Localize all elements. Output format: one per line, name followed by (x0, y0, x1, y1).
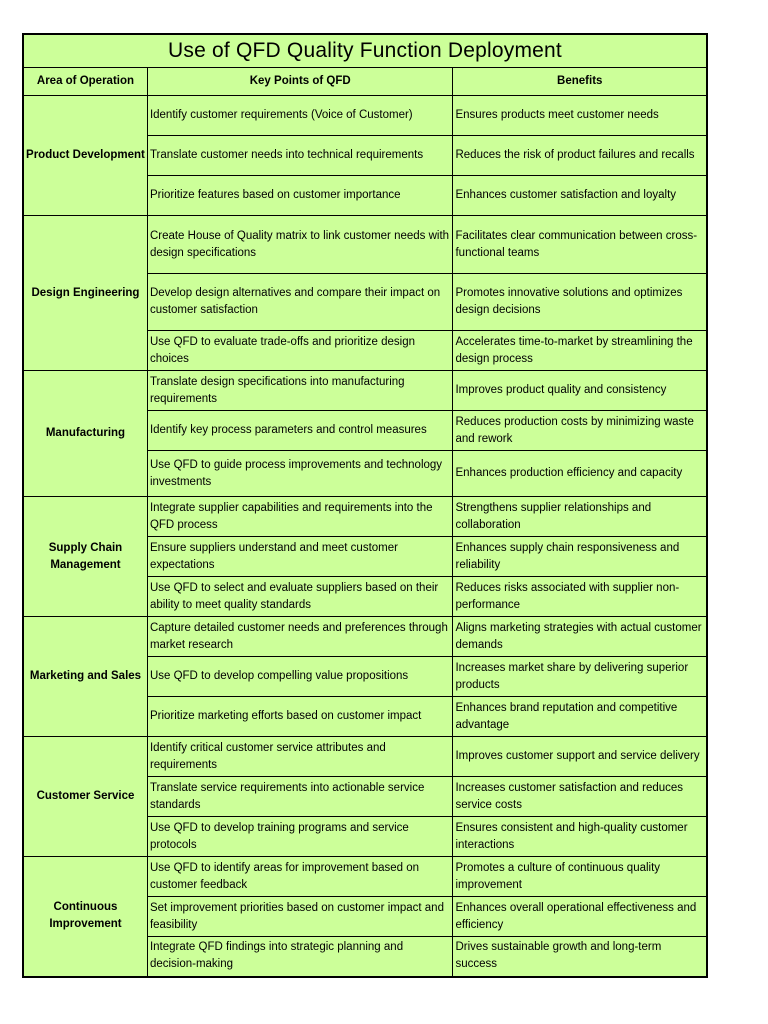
key-point-cell: Use QFD to develop training programs and service protocols (147, 817, 453, 857)
key-point-cell: Integrate QFD findings into strategic planning and decision-making (147, 937, 453, 977)
key-point-cell: Integrate supplier capabilities and requirements into the QFD process (147, 497, 453, 537)
area-of-operation-cell: Marketing and Sales (23, 617, 147, 737)
benefit-cell: Aligns marketing strategies with actual customer demands (453, 617, 707, 657)
key-point-cell: Create House of Quality matrix to link customer needs with design specifications (147, 216, 453, 274)
benefit-cell: Ensures consistent and high-quality customer interactions (453, 817, 707, 857)
area-of-operation-cell: Continuous Improvement (23, 857, 147, 977)
area-of-operation-cell: Design Engineering (23, 216, 147, 371)
benefit-cell: Enhances customer satisfaction and loyalty (453, 176, 707, 216)
benefit-cell: Drives sustainable growth and long-term success (453, 937, 707, 977)
benefit-cell: Enhances overall operational effectiveness and efficiency (453, 897, 707, 937)
benefit-cell: Improves customer support and service delivery (453, 737, 707, 777)
key-point-cell: Prioritize marketing efforts based on customer impact (147, 697, 453, 737)
table-row (23, 216, 707, 274)
area-of-operation-cell: Manufacturing (23, 371, 147, 497)
area-of-operation-cell: Product Development (23, 96, 147, 216)
key-point-cell: Use QFD to select and evaluate suppliers based on their ability to meet quality standards (147, 577, 453, 617)
benefit-cell: Accelerates time-to-market by streamlining the design process (453, 331, 707, 371)
table-row (23, 371, 707, 411)
benefit-cell: Enhances production efficiency and capacity (453, 451, 707, 497)
table-row (23, 96, 707, 136)
column-header-benefits: Benefits (453, 68, 707, 96)
key-point-cell: Translate customer needs into technical requirements (147, 136, 453, 176)
table-title: Use of QFD Quality Function Deployment (23, 34, 707, 68)
table-row (23, 497, 707, 537)
key-point-cell: Set improvement priorities based on customer impact and feasibility (147, 897, 453, 937)
key-point-cell: Translate design specifications into manufacturing requirements (147, 371, 453, 411)
key-point-cell: Identify key process parameters and control measures (147, 411, 453, 451)
key-point-cell: Develop design alternatives and compare their impact on customer satisfaction (147, 274, 453, 331)
area-of-operation-cell: Customer Service (23, 737, 147, 857)
benefit-cell: Promotes a culture of continuous quality improvement (453, 857, 707, 897)
table-body (23, 96, 707, 977)
column-header-key-points: Key Points of QFD (147, 68, 453, 96)
benefit-cell: Enhances brand reputation and competitive advantage (453, 697, 707, 737)
benefit-cell: Reduces the risk of product failures and recalls (453, 136, 707, 176)
key-point-cell: Prioritize features based on customer importance (147, 176, 453, 216)
qfd-table (22, 33, 708, 978)
key-point-cell: Use QFD to identify areas for improvement based on customer feedback (147, 857, 453, 897)
area-of-operation-cell: Supply Chain Management (23, 497, 147, 617)
table-row (23, 857, 707, 897)
key-point-cell: Capture detailed customer needs and preferences through market research (147, 617, 453, 657)
table-row (23, 737, 707, 777)
benefit-cell: Ensures products meet customer needs (453, 96, 707, 136)
table-row (23, 617, 707, 657)
key-point-cell: Use QFD to develop compelling value propositions (147, 657, 453, 697)
key-point-cell: Use QFD to evaluate trade-offs and prioritize design choices (147, 331, 453, 371)
key-point-cell: Identify critical customer service attributes and requirements (147, 737, 453, 777)
key-point-cell: Ensure suppliers understand and meet customer expectations (147, 537, 453, 577)
column-header-area: Area of Operation (23, 68, 147, 96)
title-row (23, 34, 707, 68)
key-point-cell: Identify customer requirements (Voice of Customer) (147, 96, 453, 136)
benefit-cell: Reduces risks associated with supplier non-performance (453, 577, 707, 617)
benefit-cell: Reduces production costs by minimizing waste and rework (453, 411, 707, 451)
key-point-cell: Translate service requirements into actionable service standards (147, 777, 453, 817)
header-row (23, 68, 707, 96)
benefit-cell: Enhances supply chain responsiveness and reliability (453, 537, 707, 577)
benefit-cell: Increases market share by delivering superior products (453, 657, 707, 697)
key-point-cell: Use QFD to guide process improvements and technology investments (147, 451, 453, 497)
benefit-cell: Promotes innovative solutions and optimizes design decisions (453, 274, 707, 331)
benefit-cell: Increases customer satisfaction and reduces service costs (453, 777, 707, 817)
benefit-cell: Facilitates clear communication between cross-functional teams (453, 216, 707, 274)
benefit-cell: Improves product quality and consistency (453, 371, 707, 411)
benefit-cell: Strengthens supplier relationships and collaboration (453, 497, 707, 537)
